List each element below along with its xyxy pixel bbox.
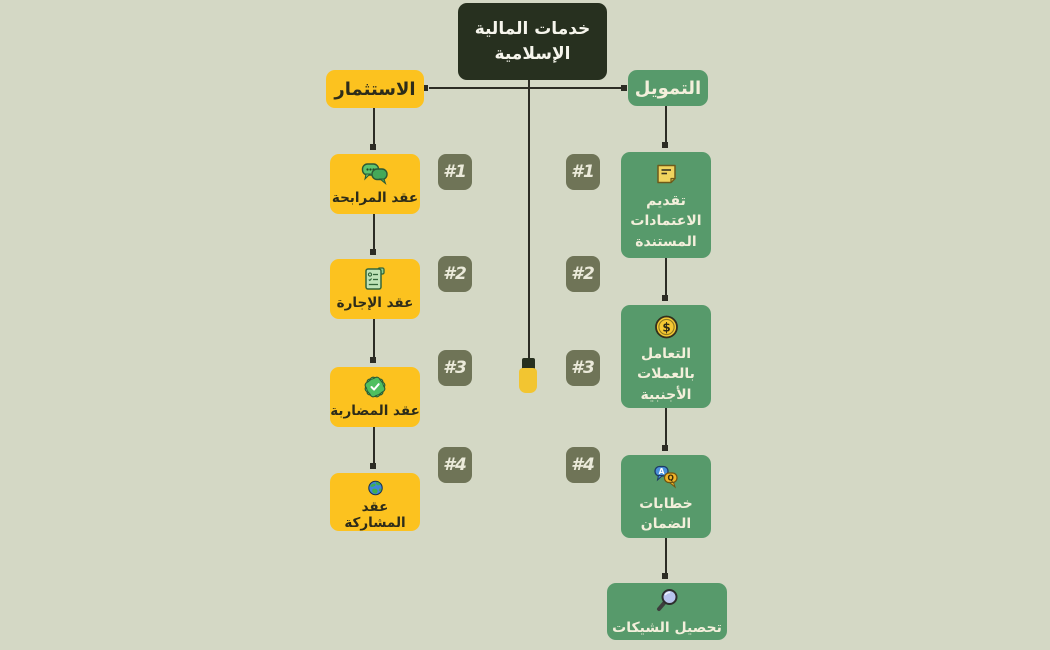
- investment-branch-label: الاستثمار: [334, 78, 416, 100]
- investment-branch-node[interactable]: [326, 70, 424, 108]
- node-label: عقد المرابحة: [331, 190, 419, 206]
- mudaraba-contract-node[interactable]: [330, 367, 420, 427]
- connector-terminal-dot: [662, 573, 668, 579]
- connector-terminal-dot: [370, 249, 376, 255]
- murabaha-contract-node[interactable]: [330, 154, 420, 214]
- magnifier-icon: [654, 588, 680, 614]
- node-label: عقد المشاركة: [344, 499, 406, 531]
- investment-rank-badge-1[interactable]: #1: [438, 154, 472, 190]
- root-title: خدمات المالية الإسلامية: [474, 18, 591, 64]
- financing-rank-badge-1[interactable]: #1: [566, 154, 600, 190]
- root-node-islamic-financial-services[interactable]: [458, 3, 607, 80]
- foreign-currency-dealing-node[interactable]: [621, 305, 711, 408]
- financing-branch-node[interactable]: [628, 70, 708, 106]
- connector-terminal-dot: [370, 463, 376, 469]
- node-label: عقد الإجارة: [336, 295, 414, 311]
- documentary-credits-node[interactable]: [621, 152, 711, 258]
- connector-terminal-dot: [662, 445, 668, 451]
- node-label: خطابات الضمان: [639, 496, 693, 533]
- dollar-coin-icon: [654, 314, 679, 340]
- ijara-contract-node[interactable]: [330, 259, 420, 319]
- pull-cord-handle[interactable]: [519, 368, 537, 393]
- node-label: تحصيل الشيكات: [612, 620, 722, 636]
- svg-text:$: $: [661, 320, 671, 335]
- connector-root-vertical: [528, 80, 530, 360]
- financing-rank-badge-4[interactable]: #4: [566, 447, 600, 483]
- node-label: تقديم الاعتمادات المستندة: [630, 193, 702, 250]
- connector-terminal-dot: [621, 85, 627, 91]
- financing-rank-badge-2[interactable]: #2: [566, 256, 600, 292]
- musharaka-contract-node[interactable]: [330, 473, 420, 531]
- investment-rank-badge-4[interactable]: #4: [438, 447, 472, 483]
- chat-bubbles-icon: [361, 161, 389, 187]
- connector-terminal-dot: [662, 295, 668, 301]
- memo-list-icon: [362, 266, 388, 292]
- connector-terminal-dot: [370, 144, 376, 150]
- node-label: التعامل بالعملات الأجنبية: [637, 346, 695, 403]
- investment-rank-badge-2[interactable]: #2: [438, 256, 472, 292]
- svg-text:A: A: [658, 467, 665, 476]
- verified-badge-icon: [362, 374, 388, 400]
- connector-terminal-dot: [662, 142, 668, 148]
- connector-terminal-dot: [370, 357, 376, 363]
- check-collection-node[interactable]: [607, 583, 727, 640]
- guarantee-letters-node[interactable]: [621, 455, 711, 538]
- financing-rank-badge-3[interactable]: #3: [566, 350, 600, 386]
- connector-root-horizontal: [429, 87, 623, 89]
- financing-branch-label: التمويل: [634, 77, 702, 99]
- svg-text:Q: Q: [667, 473, 674, 483]
- node-label: عقد المضاربة: [330, 403, 420, 419]
- qa-bubbles-icon: [652, 464, 680, 490]
- investment-rank-badge-3[interactable]: #3: [438, 350, 472, 386]
- sticky-note-icon: [654, 161, 679, 187]
- globe-icon: [363, 480, 388, 496]
